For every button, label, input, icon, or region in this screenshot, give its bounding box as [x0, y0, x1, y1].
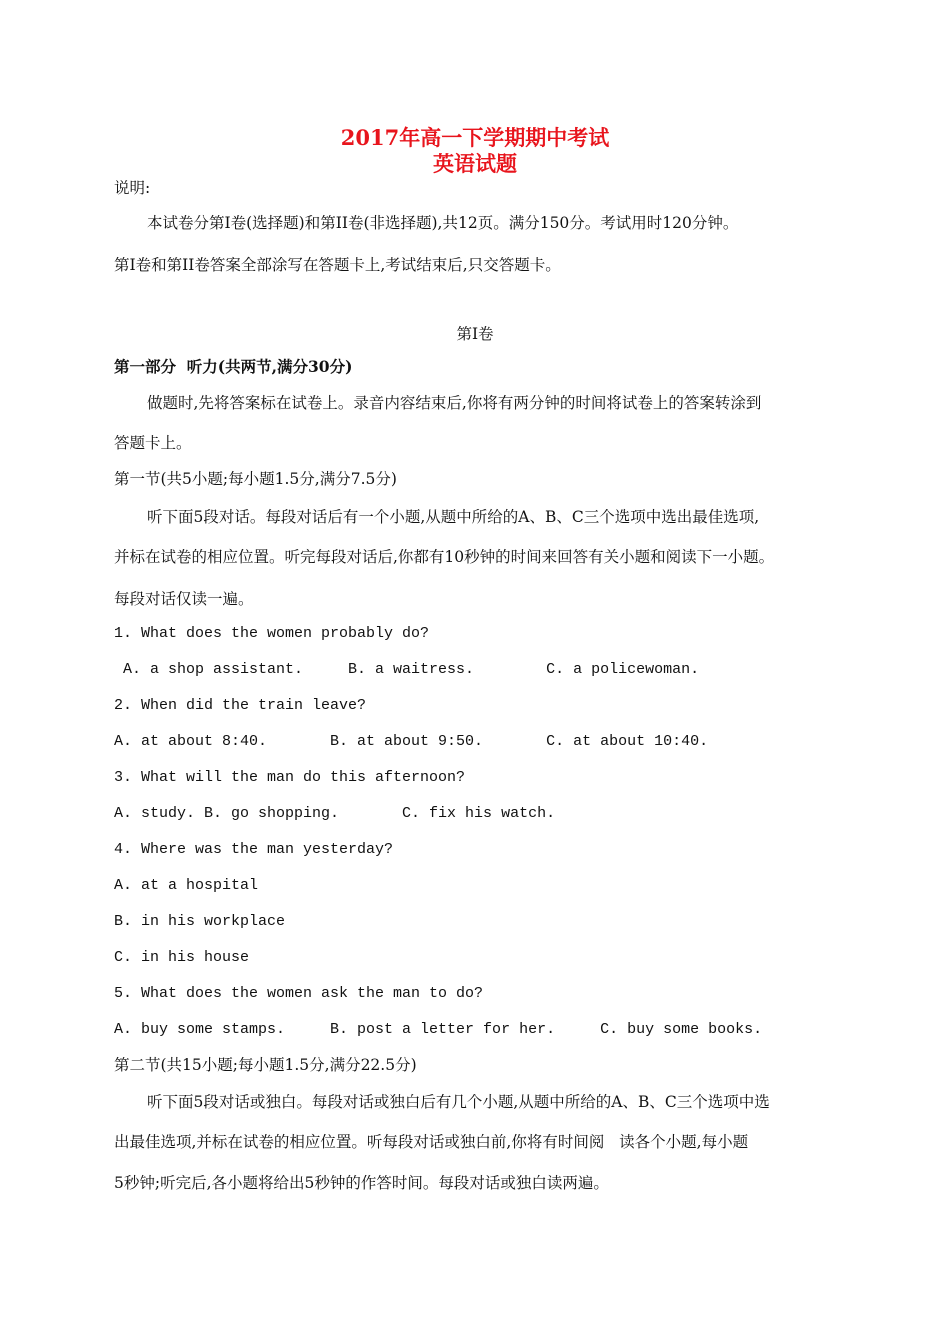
- part1-heading: 第一部分 听力(共两节,满分30分): [114, 357, 353, 376]
- section1-instruction-line-3: 每段对话仅读一遍。: [114, 590, 254, 608]
- notes-paragraph-2: 第Ⅰ卷和第II卷答案全部涂写在答题卡上,考试结束后,只交答题卡。: [114, 256, 561, 274]
- section1-instruction-line-1: 听下面5段对话。每段对话后有一个小题,从题中所给的A、B、C三个选项中选出最佳选项,: [147, 508, 760, 526]
- section1-heading: 第一节(共5小题;每小题1.5分,满分7.5分): [114, 470, 397, 488]
- question-1: 1. What does the women probably do?: [114, 625, 430, 642]
- question-4-option-b: B. in his workplace: [114, 913, 286, 930]
- section2-heading: 第二节(共15小题;每小题1.5分,满分22.5分): [114, 1056, 417, 1074]
- question-2: 2. When did the train leave?: [114, 697, 367, 714]
- section2-instruction-line-1: 听下面5段对话或独白。每段对话或独白后有几个小题,从题中所给的A、B、C三个选项中选: [147, 1093, 770, 1111]
- part1-intro-line-1: 做题时,先将答案标在试卷上。录音内容结束后,你将有两分钟的时间将试卷上的答案转涂到: [147, 394, 762, 412]
- question-4-option-c: C. in his house: [114, 949, 250, 966]
- volume-heading: 第Ⅰ卷: [456, 325, 494, 343]
- question-4-option-a: A. at a hospital: [114, 877, 259, 894]
- question-1-options: A. a shop assistant. B. a waitress. C. a policewoman.: [114, 661, 700, 678]
- section1-instruction-line-2: 并标在试卷的相应位置。听完每段对话后,你都有10秒钟的时间来回答有关小题和阅读下一小题。: [114, 548, 775, 566]
- question-5-options: A. buy some stamps. B. post a letter for her. C. buy some books.: [114, 1021, 763, 1038]
- question-3-options: A. study. B. go shopping. C. fix his watch.: [114, 805, 556, 822]
- question-5: 5. What does the women ask the man to do?: [114, 985, 484, 1002]
- section2-instruction-line-2: 出最佳选项,并标在试卷的相应位置。听每段对话或独白前,你将有时间阅 读各个小题,每小题: [114, 1133, 749, 1151]
- question-2-options: A. at about 8:40. B. at about 9:50. C. at about 10:40.: [114, 733, 709, 750]
- notes-heading: 说明:: [114, 179, 151, 197]
- section2-instruction-line-3: 5秒钟;听完后,各小题将给出5秒钟的作答时间。每段对话或独白读两遍。: [114, 1174, 609, 1192]
- question-4: 4. Where was the man yesterday?: [114, 841, 394, 858]
- exam-subtitle: 英语试题: [433, 151, 517, 176]
- exam-title: 2017年高一下学期期中考试: [340, 125, 610, 150]
- question-3: 3. What will the man do this afternoon?: [114, 769, 466, 786]
- notes-paragraph-1: 本试卷分第Ⅰ卷(选择题)和第II卷(非选择题),共12页。满分150分。考试用时120分钟。: [147, 214, 739, 232]
- part1-intro-line-2: 答题卡上。: [114, 434, 192, 452]
